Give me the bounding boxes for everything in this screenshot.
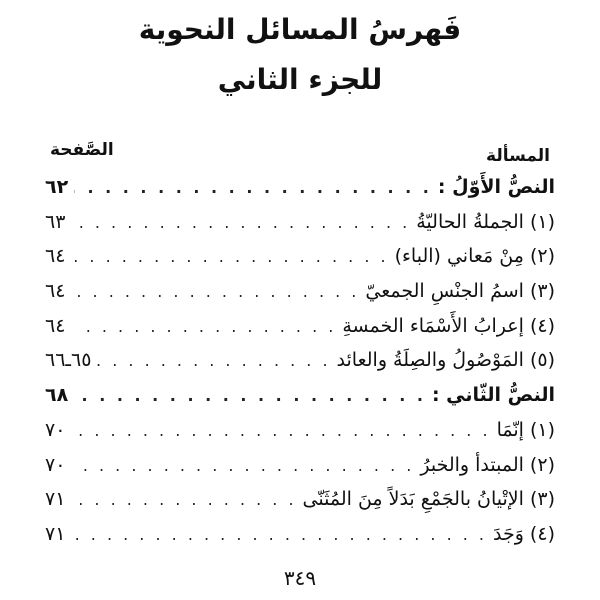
- dot-leader: [73, 527, 487, 543]
- dot-leader: [74, 180, 432, 196]
- toc-item-row: [45, 280, 555, 315]
- question-column-label: المسألة: [486, 146, 550, 166]
- item-page-number: ٦٤: [45, 314, 66, 337]
- dot-leader: [74, 388, 426, 404]
- item-page-number: ٧٠: [45, 418, 66, 441]
- item-title: (١) الجملةُ الحاليّةُ: [416, 210, 555, 233]
- toc-section-row: [45, 176, 555, 211]
- toc-item-row: [45, 245, 555, 280]
- item-title: (٢) مِنْ مَعاني (الباء): [394, 245, 555, 268]
- toc-item-row: [45, 488, 555, 523]
- item-page-number: ٦٣: [45, 210, 66, 233]
- toc-item-row: [45, 349, 555, 384]
- item-title: (٢) المبتدأ والخبرُ: [420, 453, 555, 476]
- item-page-number: ٦٢: [45, 176, 69, 198]
- dot-leader: [73, 423, 491, 439]
- page-subtitle: للجزء الثاني: [217, 63, 383, 96]
- toc-list: [45, 176, 555, 558]
- item-page-number: ٦٨: [45, 384, 69, 407]
- dot-leader: [73, 319, 336, 335]
- dot-leader: [73, 215, 410, 231]
- dot-leader: [73, 249, 389, 265]
- toc-item-row: [45, 454, 555, 489]
- dot-leader: [73, 458, 414, 474]
- item-title: (٤) وَجَدَ: [493, 522, 555, 545]
- item-title: (٣) اسمُ الجنْسِ الجمعيّ: [365, 280, 555, 303]
- page-number: ٣٤٩: [283, 566, 317, 590]
- dot-leader: [73, 284, 359, 300]
- toc-item-row: [45, 419, 555, 454]
- item-title: (٣) الإتْيانُ بالجَمْعِ بَدَلاً مِنَ المُثَنّى: [302, 488, 555, 511]
- toc-item-row: [45, 211, 555, 246]
- item-page-number: ٧١: [45, 488, 66, 511]
- item-page-number: ٦٥ـ٦٦: [45, 349, 92, 372]
- toc-section-row: [45, 384, 555, 419]
- page-column-label: الصَّفحة: [50, 140, 114, 160]
- item-title: (١) إنّمَا: [496, 418, 555, 441]
- dot-leader: [73, 492, 297, 508]
- item-page-number: ٦٤: [45, 245, 66, 268]
- section-title: النصُّ الثّاني :: [431, 384, 555, 407]
- dot-leader: [97, 353, 330, 369]
- item-title: (٥) المَوْصُولُ والصِلَةُ والعائد: [336, 349, 555, 372]
- item-page-number: ٧٠: [45, 453, 66, 476]
- item-title: (٤) إعرابُ الأَسْمَاء الخمسةِ: [342, 314, 555, 337]
- section-title: النصُّ الأَوّلُ :: [437, 176, 555, 198]
- item-page-number: ٦٤: [45, 280, 66, 303]
- toc-item-row: [45, 315, 555, 350]
- toc-header: [50, 140, 550, 174]
- toc-item-row: [45, 523, 555, 558]
- item-page-number: ٧١: [45, 522, 66, 545]
- page-title: فَهرسُ المسائل النحوية: [138, 13, 462, 46]
